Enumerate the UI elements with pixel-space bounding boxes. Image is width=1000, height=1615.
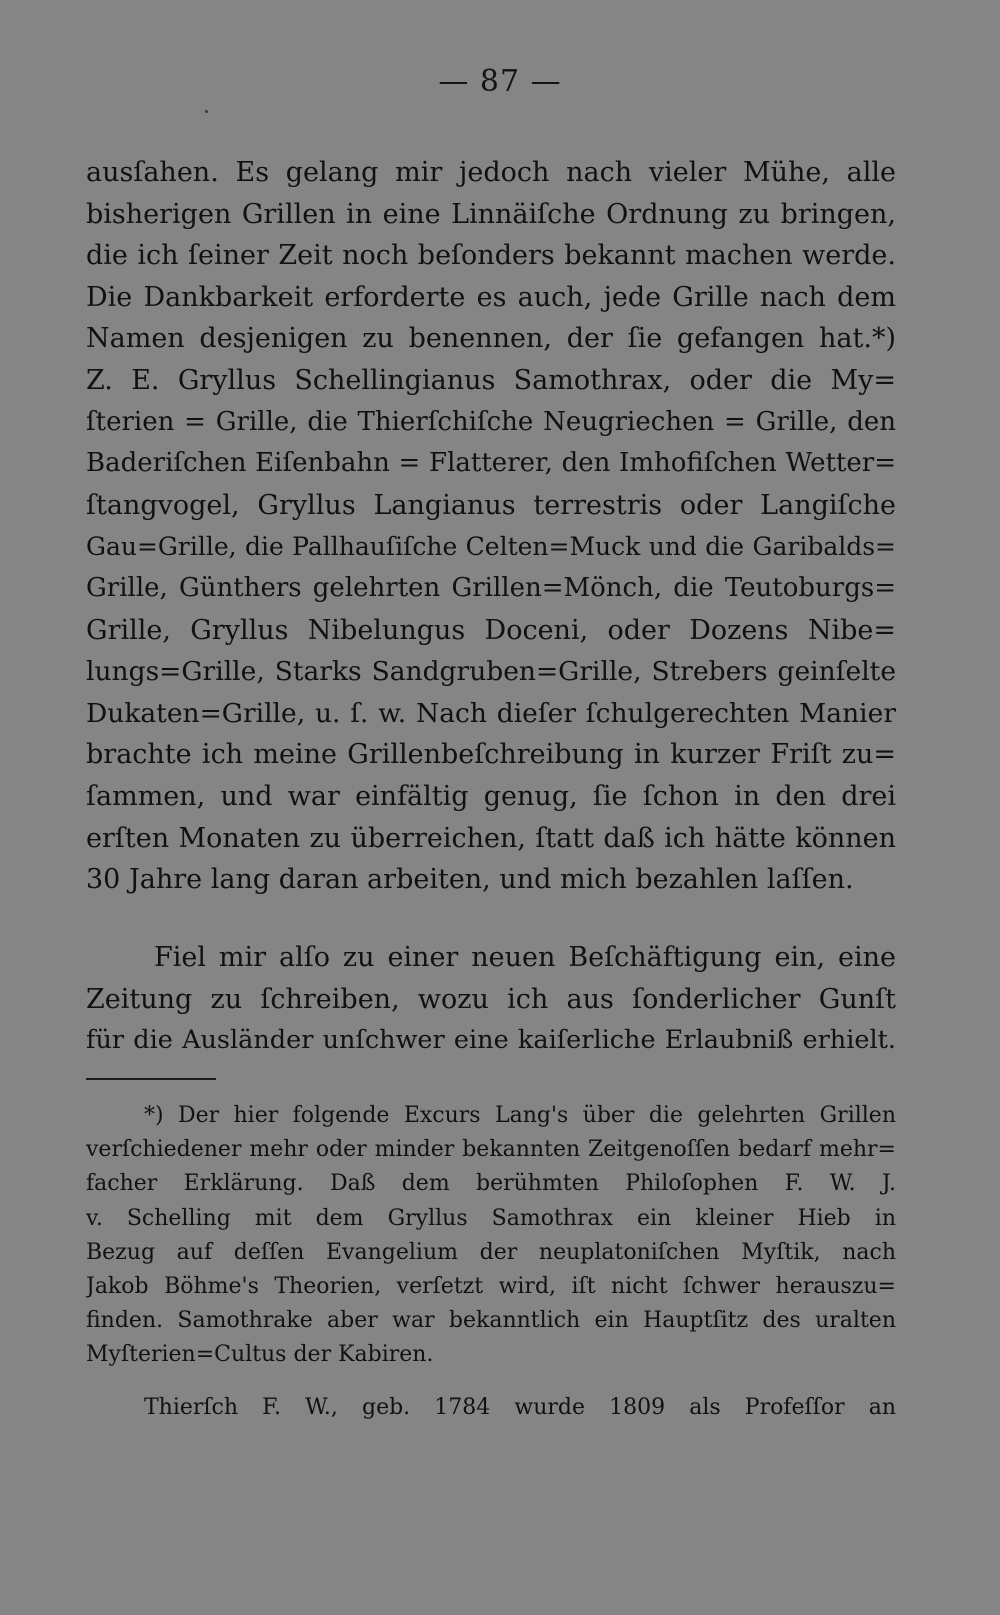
footnote-line: Bezug auf deſſen Evangelium der neuplatoniſchen Myſtik, nach xyxy=(86,1239,896,1265)
text-line: Fiel mir alſo zu einer neuen Beſchäftigung ein, eine xyxy=(154,942,896,973)
text-line: lungs=Grille, Starks Sandgruben=Grille, Strebers geinſelte xyxy=(86,656,896,688)
text-line: ſtangvogel, Gryllus Langianus terrestris oder Langiſche xyxy=(86,489,896,521)
text-line: brachte ich meine Grillenbeſchreibung in kurzer Friſt zu= xyxy=(86,739,896,771)
text-line: Die Dankbarkeit erforderte es auch, jede Grille nach dem xyxy=(86,281,896,313)
text-line: ſterien = Grille, die Thierſchiſche Neugriechen = Grille, den xyxy=(86,406,896,437)
text-line: Z. E. Gryllus Schellingianus Samothrax, oder die My= xyxy=(86,364,896,396)
footnote-2 xyxy=(86,1391,896,1425)
text-line: Grille, Günthers gelehrten Grillen=Mönch, die Teutoburgs= xyxy=(86,572,896,603)
footnote-line: Myſterien=Cultus der Kabiren. xyxy=(86,1342,434,1368)
footnote-line: v. Schelling mit dem Gryllus Samothrax ein kleiner Hieb in xyxy=(86,1205,896,1231)
footnote-1 xyxy=(86,1099,896,1373)
paper-speck xyxy=(205,110,208,113)
second-paragraph xyxy=(86,937,896,1062)
text-line: die ich ſeiner Zeit noch beſonders bekannt machen werde. xyxy=(86,240,896,272)
footnote-line: Thierſch F. W., geb. 1784 wurde 1809 als Profeſſor an xyxy=(144,1395,896,1420)
footnote-line: *) Der hier folgende Excurs Lang's über die gelehrten Grillen xyxy=(144,1103,896,1128)
footnote-line: verſchiedener mehr oder minder bekannten Zeitgenoſſen bedarf mehr= xyxy=(86,1137,896,1163)
text-line: ausſahen. Es gelang mir jedoch nach vieler Mühe, alle xyxy=(86,157,896,188)
text-line: erſten Monaten zu überreichen, ſtatt daß ich hätte können xyxy=(86,822,896,854)
text-line: 30 Jahre lang daran arbeiten, und mich bezahlen laſſen. xyxy=(86,864,854,896)
text-line: ſammen, und war einfältig genug, ſie ſchon in den drei xyxy=(86,780,896,812)
footnote-line: Jakob Böhme's Theorien, verſetzt wird, iſt nicht ſchwer herauszu= xyxy=(86,1273,896,1299)
main-paragraph xyxy=(86,152,896,901)
text-line: für die Ausländer unſchwer eine kaiſerliche Erlaubniß erhielt. xyxy=(86,1025,896,1056)
footnote-line: facher Erklärung. Daß dem berühmten Philoſophen F. W. J. xyxy=(86,1171,896,1197)
footnote-line: finden. Samothrake aber war bekanntlich ein Hauptſitz des uralten xyxy=(86,1308,896,1334)
page-number: — 87 — xyxy=(438,64,562,99)
text-line: Namen desjenigen zu benennen, der ſie gefangen hat.*) xyxy=(86,323,896,355)
text-line: Gau=Grille, die Pallhauſiſche Celten=Muck und die Garibalds= xyxy=(86,532,896,562)
text-line: Zeitung zu ſchreiben, wozu ich aus ſonderlicher Gunſt xyxy=(86,983,896,1015)
text-line: Dukaten=Grille, u. ſ. w. Nach dieſer ſchulgerechten Manier xyxy=(86,697,896,729)
footnote-divider xyxy=(86,1078,216,1080)
text-line: Baderiſchen Eiſenbahn = Flatterer, den Imhofiſchen Wetter= xyxy=(86,448,896,479)
text-line: bisherigen Grillen in eine Linnäiſche Ordnung zu bringen, xyxy=(86,198,896,230)
text-line: Grille, Gryllus Nibelungus Doceni, oder Dozens Nibe= xyxy=(86,614,896,646)
